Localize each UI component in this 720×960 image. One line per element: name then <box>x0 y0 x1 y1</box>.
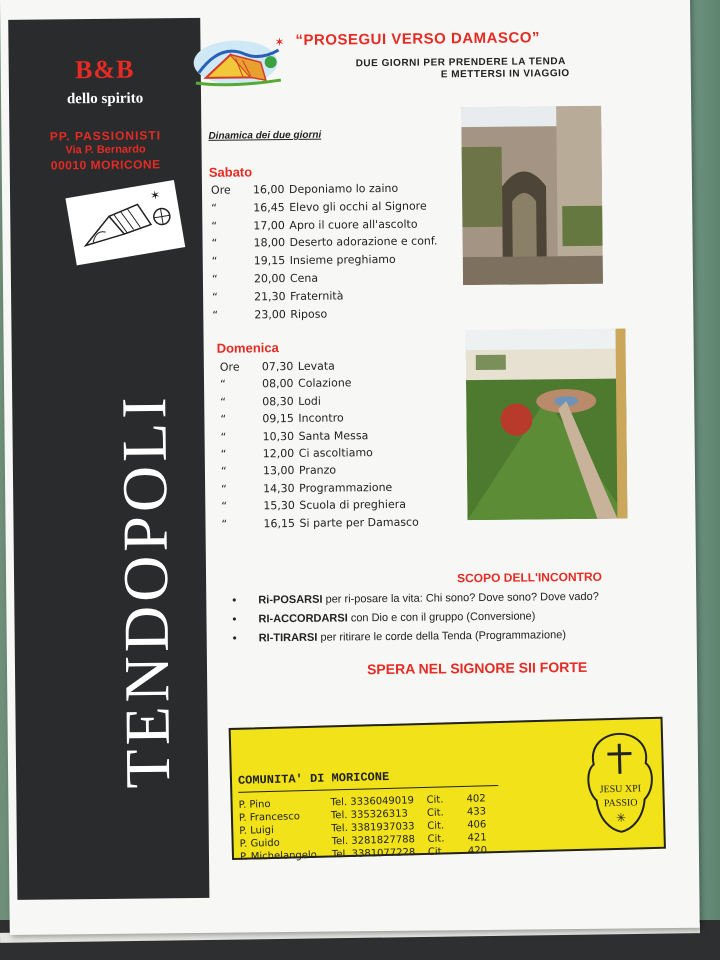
schedule-activity: Insieme preghiamo <box>289 253 396 268</box>
schedule-activity: Riposo <box>290 307 328 321</box>
bb-subtitle: dello spirito <box>66 90 144 108</box>
contact-cit-label: Cit. <box>426 794 444 806</box>
contact-cit-label: Cit. <box>427 833 445 845</box>
bullet: • <box>232 632 237 645</box>
schedule-row <box>211 182 398 197</box>
day-label-sunday: Domenica <box>216 340 279 356</box>
schedule-time: 17,00 <box>253 218 285 232</box>
tent-logo-card <box>65 180 185 265</box>
schedule-activity: Scuola di preghiera <box>299 497 407 513</box>
schedule-prefix: “ <box>221 482 227 496</box>
schedule-row <box>212 272 318 286</box>
purpose-item <box>232 610 535 625</box>
contact-name: P. Francesco <box>238 811 301 824</box>
contact-cit: 433 <box>466 806 487 818</box>
schedule-activity: Deserto adorazione e conf. <box>289 234 438 250</box>
contact-phone: Tel. 335326313 <box>330 808 409 822</box>
schedule-time: 10,30 <box>262 429 295 443</box>
vertical-title-text: TENDOPOLI <box>108 393 184 789</box>
schedule-prefix: “ <box>220 447 227 461</box>
bullet: • <box>232 594 237 607</box>
schedule-row <box>212 307 327 321</box>
contact-name: P. Pino <box>238 798 271 811</box>
schedule-activity: Santa Messa <box>298 428 369 443</box>
schedule-row <box>221 515 418 530</box>
schedule-prefix: “ <box>212 290 218 304</box>
schedule-activity: Incontro <box>298 411 344 426</box>
schedule-time: 07,30 <box>261 359 294 374</box>
schedule-time: 15,30 <box>263 499 295 513</box>
schedule-activity: Levata <box>297 359 335 373</box>
schedule-row <box>211 217 417 232</box>
colorful-tent-logo-icon <box>190 32 291 88</box>
address-line2: Via P. Bernardo <box>65 143 146 157</box>
purpose-text: per ritirare le corde della Tenda (Programmazione) <box>317 629 567 644</box>
schedule-time: 12,00 <box>262 446 295 461</box>
schedule-activity: Cena <box>289 271 319 285</box>
svg-text:✳: ✳ <box>615 810 627 825</box>
schedule-prefix: “ <box>211 201 217 215</box>
schedule-time: 19,15 <box>253 254 286 268</box>
schedule-row <box>221 446 373 461</box>
contact-phone: Tel. 3281827788 <box>331 834 416 848</box>
schedule-activity: Pranzo <box>298 463 337 478</box>
schedule-activity: Apro il cuore all'ascolto <box>289 217 418 232</box>
crest-text-line2: PASSIO <box>603 797 638 810</box>
schedule-time: 23,00 <box>254 307 286 321</box>
tagline-line1: DUE GIORNI PER PRENDERE LA TENDA <box>355 56 566 70</box>
address-line1: PP. PASSIONISTI <box>49 128 162 144</box>
schedule-time: 16,45 <box>253 200 285 215</box>
schedule-time: 18,00 <box>253 236 286 250</box>
schedule-time: 20,00 <box>253 272 286 286</box>
schedule-row <box>221 464 336 478</box>
left-band <box>8 18 209 900</box>
schedule-activity: Lodi <box>298 394 322 408</box>
schedule-prefix: “ <box>211 254 218 268</box>
schedule-row <box>221 429 369 444</box>
purpose-text: con Dio e con il gruppo (Conversione) <box>347 610 536 625</box>
schedule-time: 16,15 <box>263 516 296 530</box>
community-box <box>229 717 666 863</box>
schedule-time: 09,15 <box>262 412 294 426</box>
contact-cit: 420 <box>467 845 488 857</box>
schedule-prefix: “ <box>221 517 228 531</box>
schedule-activity: Colazione <box>297 376 352 391</box>
schedule-prefix: “ <box>220 412 227 426</box>
contact-cit-label: Cit. <box>427 820 445 832</box>
schedule-prefix: “ <box>221 499 228 513</box>
schedule-activity: Deponiamo lo zaino <box>288 181 399 196</box>
contact-phone: Tel. 3381077228 <box>331 847 416 861</box>
contact-cit-label: Cit. <box>426 807 444 819</box>
contact-cit: 402 <box>466 793 486 805</box>
tagline-line2: E METTERSI IN VIAGGIO <box>440 68 570 81</box>
svg-text:✶: ✶ <box>149 187 162 204</box>
schedule-row <box>221 498 406 513</box>
day-label-saturday: Sabato <box>208 164 253 180</box>
motto: SPERA NEL SIGNORE SII FORTE <box>366 658 588 678</box>
schedule-time: 08,00 <box>261 377 294 391</box>
contact-cit: 421 <box>467 832 487 844</box>
address-line3: 00010 MORICONE <box>50 157 161 173</box>
schedule-activity: Fraternità <box>290 289 344 303</box>
purpose-text: per ri-posare la vita: Chi sono? Dove sono? Dove vado? <box>322 590 599 606</box>
purpose-keyword: RI-ACCORDARSI <box>258 612 348 626</box>
contact-name: P. Michelangelo <box>239 849 318 863</box>
schedule-row <box>211 199 427 214</box>
schedule-row <box>211 235 437 250</box>
schedule-row <box>221 481 392 496</box>
schedule-row <box>212 289 343 303</box>
schedule-prefix: “ <box>220 465 227 479</box>
purpose-item <box>232 591 599 607</box>
schedule-time: 13,00 <box>262 464 295 478</box>
schedule-prefix: “ <box>219 378 226 392</box>
schedule-row <box>220 412 343 426</box>
community-title: COMUNITA' DI MORICONE <box>237 769 390 788</box>
program-heading: Dinamica dei due giorni <box>208 129 322 142</box>
purpose-keyword: Ri-POSARSI <box>258 593 323 607</box>
schedule-prefix: Ore <box>219 360 240 374</box>
schedule-prefix: “ <box>211 237 218 251</box>
schedule-activity: Ci ascoltiamo <box>298 446 373 460</box>
bb-title: B&B <box>74 54 135 85</box>
schedule-prefix: “ <box>211 272 218 286</box>
schedule-time: 21,30 <box>254 289 286 304</box>
schedule-activity: Elevo gli occhi al Signore <box>289 199 427 214</box>
tent-logo-icon <box>65 180 185 265</box>
svg-text:✶: ✶ <box>274 35 285 50</box>
schedule-time: 08,30 <box>262 394 294 409</box>
schedule-prefix: “ <box>212 308 219 322</box>
schedule-row <box>220 377 352 391</box>
crest-text-line1: JESU XPI <box>599 783 642 796</box>
schedule-time: 14,30 <box>263 481 295 496</box>
contact-name: P. Guido <box>239 837 280 850</box>
purpose-heading: SCOPO DELL'INCONTRO <box>457 569 603 586</box>
schedule-prefix: “ <box>211 219 218 233</box>
headline: “PROSEGUI VERSO DAMASCO” <box>295 29 541 49</box>
schedule-prefix: “ <box>220 395 226 409</box>
contact-phone: Tel. 3336049019 <box>330 795 415 809</box>
contact-name: P. Luigi <box>239 824 274 837</box>
contact-cit: 406 <box>467 819 487 831</box>
schedule-activity: Programmazione <box>299 480 393 495</box>
schedule-row <box>220 360 335 374</box>
purpose-item <box>233 629 566 644</box>
bullet: • <box>232 613 237 626</box>
cloister-garden-photo <box>465 328 627 520</box>
passionist-crest-icon <box>583 729 658 837</box>
contact-phone: Tel. 3381937033 <box>331 821 415 835</box>
village-arch-photo <box>461 106 603 285</box>
schedule-time: 16,00 <box>252 183 285 197</box>
schedule-activity: Si parte per Damasco <box>299 515 419 530</box>
contact-cit-label: Cit <box>427 846 442 858</box>
schedule-prefix: “ <box>220 430 227 444</box>
schedule-row <box>212 253 396 268</box>
schedule-row <box>220 394 321 408</box>
schedule-prefix: Ore <box>210 183 231 197</box>
purpose-keyword: RI-TIRARSI <box>258 631 318 645</box>
